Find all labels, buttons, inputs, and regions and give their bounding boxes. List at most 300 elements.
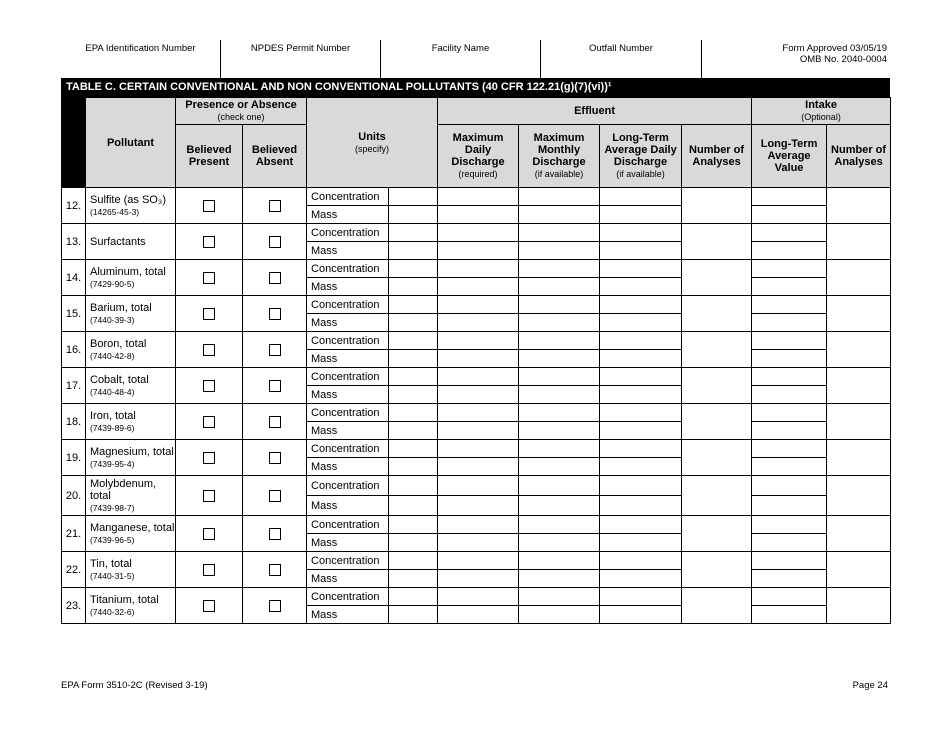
units-mass-input[interactable]: [389, 534, 438, 552]
pollutant-label: Tin, total: [90, 557, 132, 570]
lt-avg-value-concentration-input[interactable]: [752, 404, 827, 422]
lt-avg-daily-mass-input[interactable]: [600, 350, 682, 368]
concentration-label: Concentration: [307, 440, 389, 458]
units-concentration-input[interactable]: [389, 188, 438, 206]
mass-label: Mass: [307, 534, 389, 552]
max-daily-mass-input[interactable]: [438, 534, 519, 552]
num-analyses-input[interactable]: [682, 552, 752, 588]
outfall-label: Outfall Number: [589, 43, 653, 54]
believed-absent-checkbox[interactable]: [269, 416, 281, 428]
units-mass-input[interactable]: [389, 278, 438, 296]
max-monthly-mass-input[interactable]: [519, 386, 600, 404]
believed-present-checkbox[interactable]: [203, 528, 215, 540]
believed-absent-checkbox[interactable]: [269, 200, 281, 212]
pollutant-label: Sulfite (as SO₃): [90, 193, 167, 206]
num-analyses-input[interactable]: [682, 224, 752, 260]
num-analyses-input[interactable]: [682, 440, 752, 476]
row-number: 17.: [62, 368, 86, 404]
believed-absent-checkbox[interactable]: [269, 490, 281, 502]
units-mass-input[interactable]: [389, 314, 438, 332]
believed-absent-checkbox[interactable]: [269, 600, 281, 612]
concentration-label: Concentration: [307, 404, 389, 422]
max-daily-mass-input[interactable]: [438, 278, 519, 296]
pollutant-name: [86, 440, 176, 476]
mass-label: Mass: [307, 458, 389, 476]
units-mass-input[interactable]: [389, 422, 438, 440]
believed-absent-cell: [243, 440, 307, 476]
believed-absent-checkbox[interactable]: [269, 344, 281, 356]
lt-avg-daily-mass-input[interactable]: [600, 534, 682, 552]
omb-number: OMB No. 2040-0004: [799, 54, 887, 65]
believed-absent-checkbox[interactable]: [269, 528, 281, 540]
cas-number: (7439-96-5): [90, 534, 135, 545]
concentration-label: Concentration: [307, 260, 389, 278]
lt-avg-value-concentration-input[interactable]: [752, 260, 827, 278]
pollutant-row: [62, 588, 891, 606]
believed-absent-cell: [243, 224, 307, 260]
units-mass-input[interactable]: [389, 386, 438, 404]
num-analyses-input[interactable]: [682, 260, 752, 296]
believed-present-checkbox[interactable]: [203, 600, 215, 612]
believed-absent-checkbox[interactable]: [269, 380, 281, 392]
units-mass-input[interactable]: [389, 570, 438, 588]
believed-present-cell: [176, 332, 243, 368]
believed-present-cell: [176, 476, 243, 516]
believed-present-checkbox[interactable]: [203, 200, 215, 212]
max-daily-mass-input[interactable]: [438, 422, 519, 440]
cas-number: (7440-48-4): [90, 386, 135, 397]
lt-avg-value-concentration-input[interactable]: [752, 476, 827, 496]
pollutant-name: [86, 368, 176, 404]
lt-avg-value-mass-input[interactable]: [752, 458, 827, 476]
lt-avg-daily-mass-input[interactable]: [600, 386, 682, 404]
num-analyses-input[interactable]: [682, 588, 752, 624]
pollutant-label: Titanium, total: [90, 593, 159, 606]
believed-present-cell: [176, 516, 243, 552]
num-analyses-intake-input[interactable]: [827, 404, 891, 440]
col-believed-absent: Believed Absent: [243, 125, 307, 188]
units-concentration-input[interactable]: [389, 516, 438, 534]
cas-number: (7440-31-5): [90, 570, 135, 581]
epa-id-field[interactable]: [61, 40, 220, 78]
pollutant-label: Iron, total: [90, 409, 136, 422]
max-monthly-concentration-input[interactable]: [519, 224, 600, 242]
max-daily-concentration-input[interactable]: [438, 188, 519, 206]
pollutant-label: Molybdenum, total: [90, 477, 157, 502]
lt-avg-value-mass-input[interactable]: [752, 570, 827, 588]
lt-avg-daily-mass-input[interactable]: [600, 242, 682, 260]
page-number: Page 24: [852, 680, 888, 691]
believed-present-cell: [176, 368, 243, 404]
lt-avg-daily-concentration-input[interactable]: [600, 188, 682, 206]
lt-avg-daily-mass-input[interactable]: [600, 606, 682, 624]
max-daily-concentration-input[interactable]: [438, 332, 519, 350]
row-number: 18.: [62, 404, 86, 440]
col-max-monthly: Maximum Monthly Discharge (if available): [519, 125, 600, 188]
max-daily-mass-input[interactable]: [438, 242, 519, 260]
units-concentration-input[interactable]: [389, 476, 438, 496]
believed-absent-checkbox[interactable]: [269, 308, 281, 320]
believed-present-checkbox[interactable]: [203, 344, 215, 356]
lt-avg-daily-concentration-input[interactable]: [600, 260, 682, 278]
units-concentration-input[interactable]: [389, 588, 438, 606]
lt-avg-value-mass-input[interactable]: [752, 242, 827, 260]
believed-present-cell: [176, 188, 243, 224]
max-monthly-concentration-input[interactable]: [519, 404, 600, 422]
col-effluent: Effluent: [438, 98, 752, 125]
believed-present-cell: [176, 588, 243, 624]
believed-absent-cell: [243, 188, 307, 224]
lt-avg-value-mass-input[interactable]: [752, 278, 827, 296]
believed-present-checkbox[interactable]: [203, 416, 215, 428]
max-monthly-mass-input[interactable]: [519, 350, 600, 368]
units-concentration-input[interactable]: [389, 368, 438, 386]
pollutant-table: [61, 97, 891, 624]
lt-avg-value-mass-input[interactable]: [752, 496, 827, 516]
col-num-analyses: Number of Analyses: [682, 125, 752, 188]
row-number: 13.: [62, 224, 86, 260]
believed-absent-checkbox[interactable]: [269, 564, 281, 576]
mass-label: Mass: [307, 496, 389, 516]
concentration-label: Concentration: [307, 476, 389, 496]
lt-avg-daily-concentration-input[interactable]: [600, 332, 682, 350]
pollutant-label: Cobalt, total: [90, 373, 149, 386]
believed-present-cell: [176, 224, 243, 260]
units-mass-input[interactable]: [389, 458, 438, 476]
lt-avg-daily-mass-input[interactable]: [600, 570, 682, 588]
row-number: 14.: [62, 260, 86, 296]
row-number: 23.: [62, 588, 86, 624]
form-id: EPA Form 3510-2C (Revised 3-19): [61, 680, 208, 691]
believed-present-checkbox[interactable]: [203, 380, 215, 392]
row-number: 19.: [62, 440, 86, 476]
pollutant-name: [86, 296, 176, 332]
header-divider: [701, 40, 702, 78]
max-monthly-concentration-input[interactable]: [519, 296, 600, 314]
max-monthly-concentration-input[interactable]: [519, 368, 600, 386]
max-daily-concentration-input[interactable]: [438, 260, 519, 278]
col-units: Units (specify): [307, 98, 438, 188]
num-analyses-input[interactable]: [682, 516, 752, 552]
max-daily-mass-input[interactable]: [438, 570, 519, 588]
cas-number: (7440-42-8): [90, 350, 135, 361]
pollutant-label: Manganese, total: [90, 521, 175, 534]
pollutant-name: [86, 332, 176, 368]
concentration-label: Concentration: [307, 296, 389, 314]
num-analyses-input[interactable]: [682, 296, 752, 332]
cas-number: (14265-45-3): [90, 206, 140, 217]
lt-avg-value-concentration-input[interactable]: [752, 516, 827, 534]
lt-avg-daily-concentration-input[interactable]: [600, 224, 682, 242]
believed-absent-cell: [243, 476, 307, 516]
pollutant-name: [86, 516, 176, 552]
cas-number: (7440-32-6): [90, 606, 135, 617]
units-concentration-input[interactable]: [389, 296, 438, 314]
max-daily-concentration-input[interactable]: [438, 296, 519, 314]
max-daily-concentration-input[interactable]: [438, 368, 519, 386]
lt-avg-value-mass-input[interactable]: [752, 350, 827, 368]
pollutant-name: [86, 552, 176, 588]
max-monthly-concentration-input[interactable]: [519, 552, 600, 570]
lt-avg-daily-concentration-input[interactable]: [600, 552, 682, 570]
lt-avg-daily-mass-input[interactable]: [600, 278, 682, 296]
lt-avg-daily-concentration-input[interactable]: [600, 476, 682, 496]
pollutant-row: [62, 332, 891, 350]
pollutant-name: [86, 476, 176, 516]
cas-number: (7429-90-5): [90, 278, 135, 289]
pollutant-label: Surfactants: [90, 235, 146, 248]
num-analyses-intake-input[interactable]: [827, 552, 891, 588]
believed-present-cell: [176, 296, 243, 332]
num-analyses-input[interactable]: [682, 476, 752, 516]
max-monthly-concentration-input[interactable]: [519, 440, 600, 458]
max-monthly-concentration-input[interactable]: [519, 188, 600, 206]
believed-absent-cell: [243, 404, 307, 440]
max-monthly-concentration-input[interactable]: [519, 588, 600, 606]
believed-present-checkbox[interactable]: [203, 236, 215, 248]
max-daily-mass-input[interactable]: [438, 386, 519, 404]
lt-avg-daily-mass-input[interactable]: [600, 458, 682, 476]
num-analyses-intake-input[interactable]: [827, 476, 891, 516]
mass-label: Mass: [307, 278, 389, 296]
lt-avg-value-mass-input[interactable]: [752, 206, 827, 224]
max-daily-concentration-input[interactable]: [438, 404, 519, 422]
pollutant-row: [62, 404, 891, 422]
col-num-analyses-intake: Number of Analyses: [827, 125, 891, 188]
units-concentration-input[interactable]: [389, 440, 438, 458]
pollutant-name: [86, 260, 176, 296]
lt-avg-value-mass-input[interactable]: [752, 534, 827, 552]
col-presence: Presence or Absence (check one): [176, 98, 307, 125]
max-monthly-mass-input[interactable]: [519, 206, 600, 224]
lt-avg-value-concentration-input[interactable]: [752, 440, 827, 458]
table-title: TABLE C. CERTAIN CONVENTIONAL AND NON CONVENTIONAL POLLUTANTS (40 CFR 122.21(g)(7)(vi))¹: [61, 78, 890, 97]
cas-number: (7440-39-3): [90, 314, 135, 325]
units-concentration-input[interactable]: [389, 404, 438, 422]
mass-label: Mass: [307, 606, 389, 624]
npdes-field[interactable]: [220, 40, 380, 78]
num-analyses-intake-input[interactable]: [827, 332, 891, 368]
concentration-label: Concentration: [307, 552, 389, 570]
pollutant-row: [62, 260, 891, 278]
lt-avg-daily-concentration-input[interactable]: [600, 516, 682, 534]
believed-present-checkbox[interactable]: [203, 308, 215, 320]
lt-avg-daily-concentration-input[interactable]: [600, 588, 682, 606]
num-analyses-intake-input[interactable]: [827, 588, 891, 624]
units-concentration-input[interactable]: [389, 224, 438, 242]
units-mass-input[interactable]: [389, 206, 438, 224]
lt-avg-value-concentration-input[interactable]: [752, 188, 827, 206]
pollutant-row: [62, 188, 891, 206]
num-analyses-intake-input[interactable]: [827, 260, 891, 296]
units-concentration-input[interactable]: [389, 552, 438, 570]
lt-avg-value-mass-input[interactable]: [752, 606, 827, 624]
units-mass-input[interactable]: [389, 606, 438, 624]
row-number: 22.: [62, 552, 86, 588]
lt-avg-value-mass-input[interactable]: [752, 422, 827, 440]
max-monthly-mass-input[interactable]: [519, 496, 600, 516]
pollutant-label: Magnesium, total: [90, 445, 174, 458]
form-approved-date: Form Approved 03/05/19: [782, 43, 887, 54]
believed-present-cell: [176, 440, 243, 476]
num-analyses-input[interactable]: [682, 332, 752, 368]
epa-id-label: EPA Identification Number: [85, 43, 196, 54]
concentration-label: Concentration: [307, 368, 389, 386]
lt-avg-daily-mass-input[interactable]: [600, 206, 682, 224]
pollutant-label: Barium, total: [90, 301, 152, 314]
cas-number: (7439-89-6): [90, 422, 135, 433]
max-monthly-mass-input[interactable]: [519, 422, 600, 440]
cas-number: (7439-98-7): [90, 502, 135, 513]
cas-number: (7439-95-4): [90, 458, 135, 469]
max-daily-concentration-input[interactable]: [438, 588, 519, 606]
concentration-label: Concentration: [307, 516, 389, 534]
lt-avg-value-concentration-input[interactable]: [752, 552, 827, 570]
pollutant-name: [86, 404, 176, 440]
pollutant-row: [62, 552, 891, 570]
max-daily-concentration-input[interactable]: [438, 440, 519, 458]
max-monthly-mass-input[interactable]: [519, 458, 600, 476]
max-monthly-mass-input[interactable]: [519, 606, 600, 624]
believed-absent-checkbox[interactable]: [269, 272, 281, 284]
max-daily-mass-input[interactable]: [438, 496, 519, 516]
believed-absent-cell: [243, 552, 307, 588]
concentration-label: Concentration: [307, 188, 389, 206]
units-mass-input[interactable]: [389, 350, 438, 368]
units-mass-input[interactable]: [389, 496, 438, 516]
believed-present-cell: [176, 260, 243, 296]
form-header: [61, 40, 890, 78]
believed-present-checkbox[interactable]: [203, 452, 215, 464]
pollutant-row: [62, 224, 891, 242]
row-number: 12.: [62, 188, 86, 224]
lt-avg-value-concentration-input[interactable]: [752, 224, 827, 242]
believed-present-cell: [176, 552, 243, 588]
num-analyses-intake-input[interactable]: [827, 296, 891, 332]
max-daily-concentration-input[interactable]: [438, 516, 519, 534]
max-monthly-mass-input[interactable]: [519, 278, 600, 296]
form-approved: [782, 43, 887, 65]
max-monthly-concentration-input[interactable]: [519, 476, 600, 496]
max-daily-mass-input[interactable]: [438, 206, 519, 224]
pollutant-name: [86, 188, 176, 224]
lt-avg-daily-concentration-input[interactable]: [600, 368, 682, 386]
row-number: 21.: [62, 516, 86, 552]
facility-field[interactable]: [380, 40, 540, 78]
units-concentration-input[interactable]: [389, 260, 438, 278]
lt-avg-value-concentration-input[interactable]: [752, 332, 827, 350]
row-number: 16.: [62, 332, 86, 368]
units-concentration-input[interactable]: [389, 332, 438, 350]
max-daily-mass-input[interactable]: [438, 458, 519, 476]
pollutant-label: Aluminum, total: [90, 265, 166, 278]
lt-avg-daily-mass-input[interactable]: [600, 422, 682, 440]
pollutant-row: [62, 296, 891, 314]
max-monthly-concentration-input[interactable]: [519, 332, 600, 350]
pollutant-row: [62, 516, 891, 534]
believed-absent-cell: [243, 296, 307, 332]
max-monthly-concentration-input[interactable]: [519, 260, 600, 278]
row-number: 15.: [62, 296, 86, 332]
max-daily-mass-input[interactable]: [438, 350, 519, 368]
num-analyses-intake-input[interactable]: [827, 188, 891, 224]
max-monthly-mass-input[interactable]: [519, 570, 600, 588]
lt-avg-daily-concentration-input[interactable]: [600, 440, 682, 458]
believed-absent-cell: [243, 516, 307, 552]
pollutant-row: [62, 440, 891, 458]
col-lt-avg-value: Long-Term Average Value: [752, 125, 827, 188]
row-number: 20.: [62, 476, 86, 516]
num-analyses-intake-input[interactable]: [827, 224, 891, 260]
believed-present-checkbox[interactable]: [203, 564, 215, 576]
max-daily-mass-input[interactable]: [438, 606, 519, 624]
lt-avg-daily-mass-input[interactable]: [600, 314, 682, 332]
lt-avg-value-mass-input[interactable]: [752, 386, 827, 404]
concentration-label: Concentration: [307, 588, 389, 606]
believed-present-cell: [176, 404, 243, 440]
outfall-field[interactable]: [540, 40, 701, 78]
num-analyses-input[interactable]: [682, 188, 752, 224]
lt-avg-value-mass-input[interactable]: [752, 314, 827, 332]
num-analyses-input[interactable]: [682, 404, 752, 440]
facility-label: Facility Name: [431, 43, 490, 54]
num-analyses-input[interactable]: [682, 368, 752, 404]
max-monthly-mass-input[interactable]: [519, 314, 600, 332]
concentration-label: Concentration: [307, 224, 389, 242]
num-analyses-intake-input[interactable]: [827, 368, 891, 404]
lt-avg-daily-concentration-input[interactable]: [600, 296, 682, 314]
max-monthly-mass-input[interactable]: [519, 534, 600, 552]
num-analyses-intake-input[interactable]: [827, 516, 891, 552]
num-analyses-intake-input[interactable]: [827, 440, 891, 476]
mass-label: Mass: [307, 206, 389, 224]
pollutant-label: Boron, total: [90, 337, 147, 350]
mass-label: Mass: [307, 242, 389, 260]
col-believed-present: Believed Present: [176, 125, 243, 188]
mass-label: Mass: [307, 422, 389, 440]
believed-present-checkbox[interactable]: [203, 490, 215, 502]
col-lt-avg-daily: Long-Term Average Daily Discharge (if available): [600, 125, 682, 188]
max-monthly-mass-input[interactable]: [519, 242, 600, 260]
max-daily-concentration-input[interactable]: [438, 224, 519, 242]
believed-absent-cell: [243, 368, 307, 404]
pollutant-row: [62, 368, 891, 386]
col-pollutant: Pollutant: [86, 98, 176, 188]
mass-label: Mass: [307, 350, 389, 368]
pollutant-name: [86, 224, 176, 260]
mass-label: Mass: [307, 314, 389, 332]
believed-absent-checkbox[interactable]: [269, 236, 281, 248]
max-daily-mass-input[interactable]: [438, 314, 519, 332]
lt-avg-value-concentration-input[interactable]: [752, 368, 827, 386]
lt-avg-daily-concentration-input[interactable]: [600, 404, 682, 422]
believed-present-checkbox[interactable]: [203, 272, 215, 284]
lt-avg-daily-mass-input[interactable]: [600, 496, 682, 516]
units-mass-input[interactable]: [389, 242, 438, 260]
lt-avg-value-concentration-input[interactable]: [752, 588, 827, 606]
mass-label: Mass: [307, 570, 389, 588]
max-daily-concentration-input[interactable]: [438, 476, 519, 496]
max-monthly-concentration-input[interactable]: [519, 516, 600, 534]
col-intake: Intake (Optional): [752, 98, 891, 125]
believed-absent-cell: [243, 332, 307, 368]
pollutant-name: [86, 588, 176, 624]
mass-label: Mass: [307, 386, 389, 404]
lt-avg-value-concentration-input[interactable]: [752, 296, 827, 314]
max-daily-concentration-input[interactable]: [438, 552, 519, 570]
believed-absent-checkbox[interactable]: [269, 452, 281, 464]
npdes-label: NPDES Permit Number: [250, 43, 351, 54]
